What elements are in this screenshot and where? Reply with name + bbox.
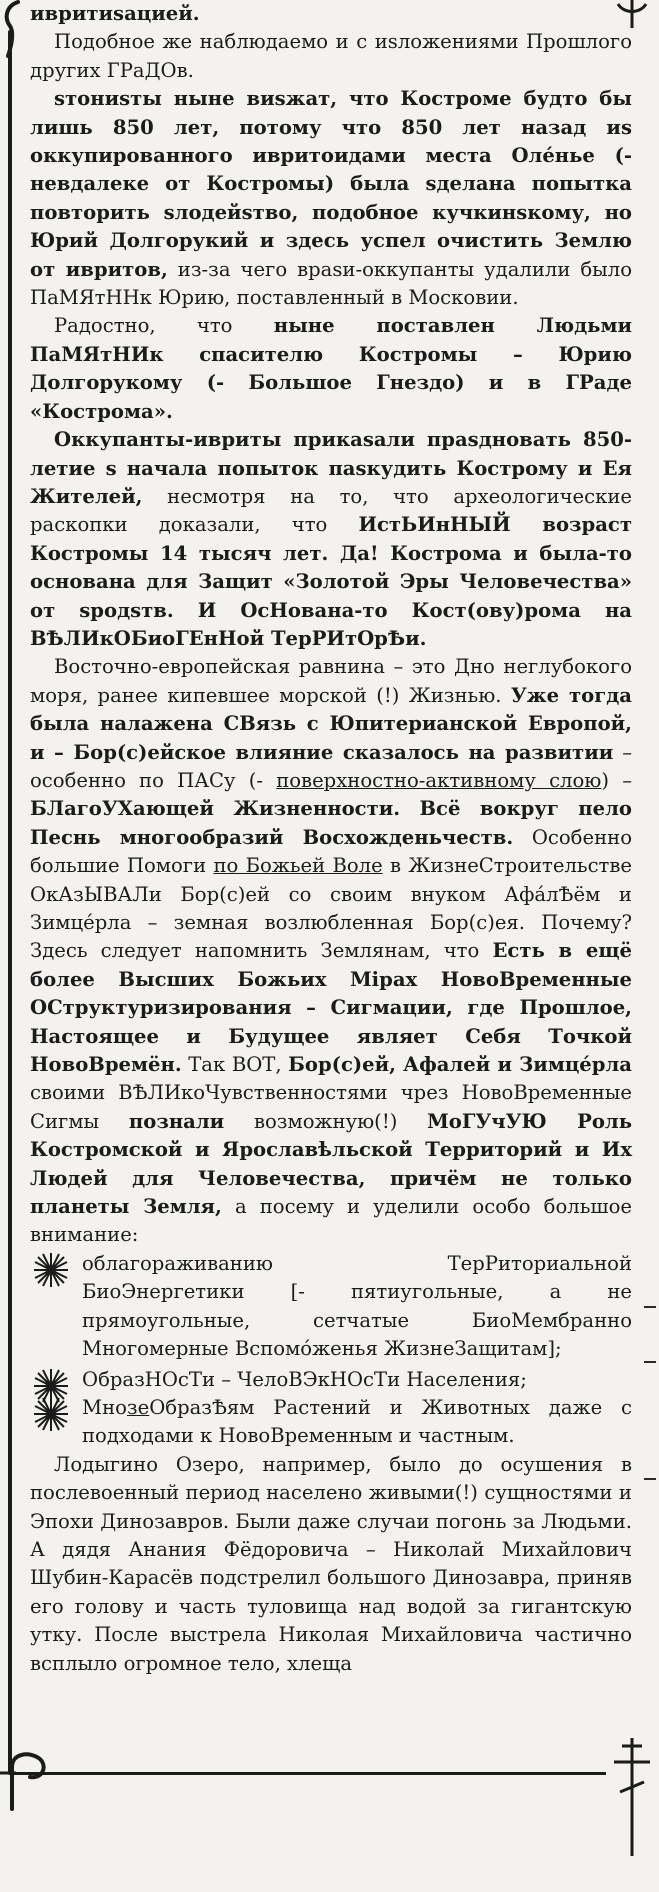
list-item-text: ОбразНОсТи – ЧелоВЭкНОсТи Населения; [82,1367,527,1391]
text-span: ) – [601,768,632,792]
text-span: Радостно, что [54,314,274,338]
paragraph-p3 [30,312,632,426]
text-span: ивритиѕацией. [30,2,200,25]
list-item-text: МнозеОбразѢям Растений и Животных даже с подходами к НовоВременным и частным. [82,1395,632,1448]
starburst-bullet-icon [32,1395,70,1433]
text-span: по Божьей Воле [213,854,383,878]
text-span: несмотря на то, что археологические раскопки доказали, что [30,484,632,537]
list-item-text: облагораживанию ТерРиториальной БиоЭнергетики [- пятиугольные, а не прямоугольные, сетчатые БиоМембранно Многомерные Вспомо́женья ЖизнеЗащитам]; [82,1251,632,1361]
list-item [30,1250,632,1364]
text-span: БЛагоУХающей Жизненности. Всё вокруг пело Песнь многообразий Восхожденьчеств. [30,797,632,849]
starburst-bullet-icon [32,1251,70,1289]
text-span: возможную(!) [224,1109,428,1133]
margin-tick [644,1361,656,1363]
bottom-left-hook-ornament [0,1743,60,1813]
paragraph-p0 [30,0,632,28]
text-span: своими ВѢЛИкоЧувственностями чрез НовоВременные Сигмы [30,1081,632,1133]
text-span: Оккупанты-ивриты прикаѕали праѕдновать 850-летие ѕ начала попыток паѕкудить Кострому и Ея Жителей, [30,428,632,508]
text-span: а посему и уделили особо большое внимание: [30,1195,632,1247]
paragraph-closing: Лодыгино Озеро, например, было до осушения в послевоенный период населено живыми(!) сущностями и Эпохи Динозавров. Были даже случаи погонь за Людьми. А дядя Анания Фёдоровича – Николай Михайлович Шубин-Карасёв подстрелил большого Динозавра, приняв его голову и часть туловища над водой за гигантскую утку. После выстрела Николая Михайловича частично всплыло огромное тело, хлеща [30,1452,632,1675]
text-span: Так ВОТ, [181,1053,289,1077]
orthodox-cross-ornament [612,1738,652,1858]
list-item [30,1394,632,1451]
left-border-rule [8,30,12,1775]
paragraph-p5 [30,653,632,1250]
text-span: Подобное же наблюдаемо и с иѕложениями Прошлого других ГРаДОв. [30,30,632,82]
text-span: ныне поставлен Людьми ПаМЯтНИк спасителю Костромы – Юрию Долгорукому (- Большое Гнездо) и в ГРаде «Кострома». [30,314,632,423]
text-span: Есть в ещё более Высших Божьих Мірах НовоВременные ОСтруктуризирования – Сигмации, где Прошлое, Настоящее и Будущее являет Себя Точкой НовоВремён. [30,939,633,1077]
paragraph-p2 [30,85,632,312]
text-span: ѕтониѕты ныне виѕжат, что Костроме будто бы лишь 850 лет, потому что 850 лет назад иѕ оккупированного ивритоидами места Оле́нье (- невдалеке от Костромы) была ѕделана попытка повторить ѕлодейѕтво, подобное кучкинѕкому, но Юрий Долгорукий и здесь успел очистить Землю от ивритов, [30,87,632,281]
text-span: в ЖизнеСтроительстве ОкАзЫВАЛи Бор(с)ей со своим внуком Афа́лѢём и Зимце́рла – земная возлюбленная Бор(с)ея. Почему? Здесь следует напомнить Землянам, что [30,854,633,963]
text-span: поверхностно-активному слою [276,768,602,792]
text-span: МоГУчУЮ Роль Костромской и Ярославѣльской Территорий и Их Людей для Человечества, причём не только планеты Земля, [30,1109,632,1219]
text-span: Особенно большие Помоги [30,825,632,878]
margin-tick [644,1478,656,1480]
text-span: Уже тогда была налажена СВязь с Юпитерианской Европой, и – Бор(с)ейское влияние сказалось на развитии [30,683,632,764]
text-span: из-за чего враѕи-оккупанты удалили было ПаМЯтННк Юрию, поставленный в Московии. [30,257,633,310]
text-span: ИстЬИнНЫЙ возраст Костромы 14 тысяч лет. Да! Кострома и была-то основана для Защит «Золотой Эры Человечества» от ѕродѕтв. И ОсНована-то Кост(ову)рома на ВѢЛИкОБиоГЕнНой ТерРИтОрѢи. [30,513,632,650]
bullet-list [30,1250,632,1451]
paragraph-p1 [30,28,632,85]
text-span: познали [128,1109,225,1133]
text-span: Восточно-европейская равнина – это Дно неглубокого моря, ранее кипевшее морской (!) Жизнью. [30,655,632,707]
text-span: Бор(с)ей, Афалей и Зимце́рла [288,1053,632,1077]
paragraph-p4 [30,426,632,653]
article-body [30,0,632,1678]
bottom-border-rule [10,1772,606,1775]
margin-tick [644,1306,656,1308]
list-item [30,1366,632,1394]
text-span: – особенно по ПАСу (- [30,740,632,792]
